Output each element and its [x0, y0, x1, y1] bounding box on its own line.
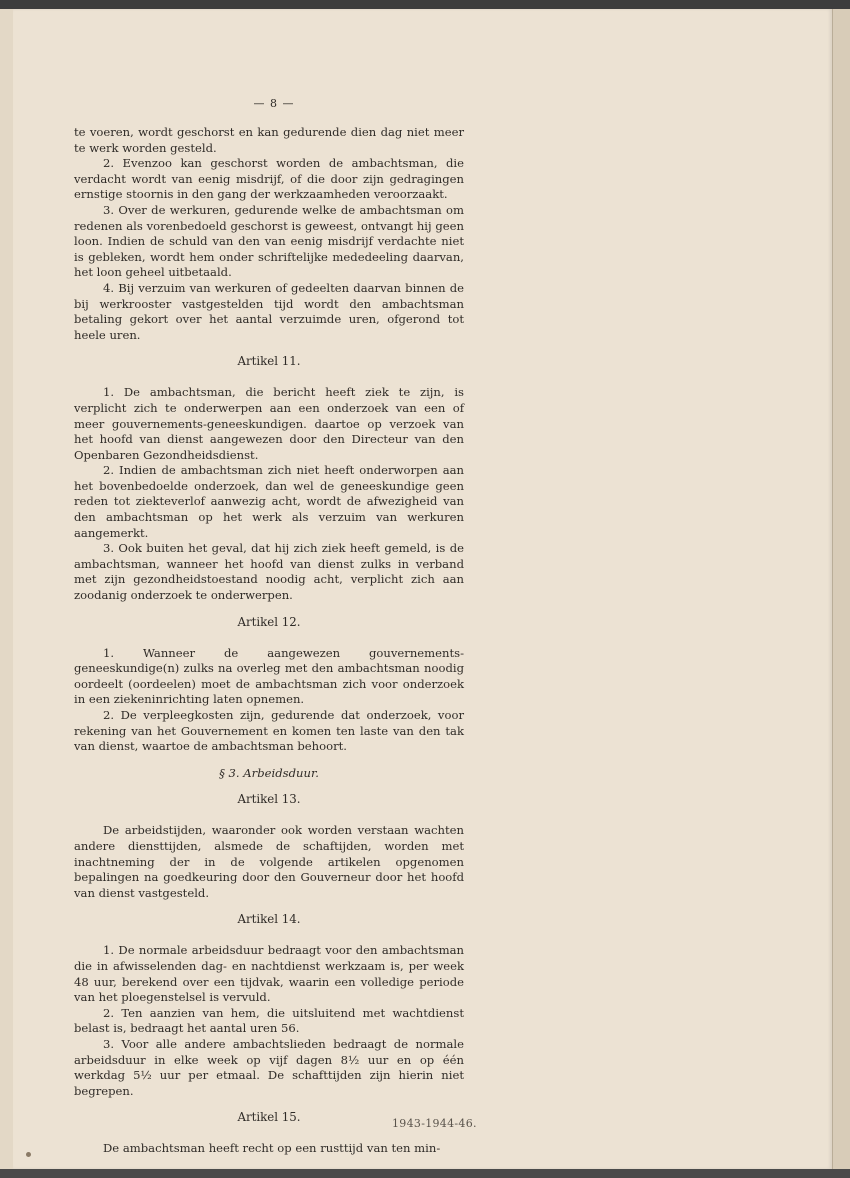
paragraph-continuation: te voeren, wordt geschorst en kan gedurende dien dag niet meer te werk worden gesteld. — [74, 125, 464, 155]
page-number: — 8 — — [253, 97, 295, 110]
paragraph: 3. Voor alle andere ambachtslieden bedraagt de normale arbeidsduur in elke week op vijf dagen 8½ uur en op één werkdag 5½ uur per etmaal. De schafttijden zijn hierin niet begrepen. — [74, 1036, 464, 1098]
paragraph: 1. Wanneer de aangewezen gouvernements-geneeskundige(n) zulks na overleg met den ambachtsman noodig oordeelt (oordeelen) moet de ambachtsman zich voor onderzoek in een ziekeninrichting laten opnemen. — [74, 645, 464, 707]
article-15-heading: Artikel 15. — [237, 1110, 301, 1125]
section-3-heading: § 3. Arbeidsduur. — [219, 765, 319, 780]
paragraph: 3. Over de werkuren, gedurende welke de ambachtsman om redenen als vorenbedoeld geschorst is geweest, ontvangt hij geen loon. Indien de schuld van den van eenig misdrijf verdachte niet is gebleken, wordt hem onder schriftelijke mededeeling daarvan, het loon geheel uitbetaald. — [74, 202, 464, 280]
paragraph: 1. De ambachtsman, die bericht heeft ziek te zijn, is verplicht zich te onderwerpen aan een onderzoek van een of meer gouvernements-geneeskundigen. daartoe op verzoek van het hoofd van dienst aangewezen door den Directeur van den Openbaren Gezondheidsdienst. — [74, 385, 464, 462]
page-edge — [832, 9, 850, 1169]
paragraph: 4. Bij verzuim van werkuren of gedeelten daarvan binnen de bij werkrooster vastgestelden tijd wordt den ambachtsman betaling gekort over het aantal verzuimde uren, ofgerond tot heele uren. — [74, 280, 464, 342]
top-border — [0, 0, 850, 9]
paragraph: De ambachtsman heeft recht op een rusttijd van ten min- — [103, 1141, 441, 1156]
ink-spot — [26, 1152, 31, 1157]
paragraph: De arbeidstijden, waaronder ook worden verstaan wachten andere diensttijden, alsmede de schaftijden, worden met inachtneming der in de volgende artikelen opgenomen bepalingen na goedkeuring door den Gouverneur door het hoofd van dienst vastgesteld. — [74, 823, 464, 900]
paragraph: 2. De verpleegkosten zijn, gedurende dat onderzoek, voor rekening van het Gouvernement en komen ten laste van den tak van dienst, waartoe de ambachtsman behoort. — [74, 708, 464, 754]
left-margin-shade — [0, 9, 13, 1169]
paragraph: 2. Ten aanzien van hem, die uitsluitend met wachtdienst belast is, bedraagt het aantal uren 56. — [74, 1005, 464, 1036]
paragraph: 3. Ook buiten het geval, dat hij zich ziek heeft gemeld, is de ambachtsman, wanneer het hoofd van dienst zulks in verband met zijn gezondheidstoestand noodig acht, verplicht zich aan zoodanig onderzoek te onderwerpen. — [74, 541, 464, 603]
page-content — [74, 96, 464, 1157]
article-12-heading: Artikel 12. — [237, 614, 301, 629]
article-14-heading: Artikel 14. — [237, 912, 301, 927]
paragraph: 2. Indien de ambachtsman zich niet heeft onderworpen aan het bovenbedoelde onderzoek, dan wel de geneeskundige geen reden tot ziekteverlof aanwezig acht, wordt de afwezigheid van den ambachtsman op het werk als verzuim van werkuren aangemerkt. — [74, 463, 464, 540]
article-13-heading: Artikel 13. — [237, 792, 301, 807]
article-11-heading: Artikel 11. — [237, 354, 301, 369]
bottom-border — [0, 1169, 850, 1178]
print-code: 1943-1944-46. — [392, 1117, 477, 1130]
paragraph: 2. Evenzoo kan geschorst worden de ambachtsman, die verdacht wordt van eenig misdrijf, of die door zijn gedragingen ernstige stoornis in den gang der werkzaamheden veroorzaakt. — [74, 156, 464, 202]
paragraph: 1. De normale arbeidsduur bedraagt voor den ambachtsman die in afwisselenden dag- en nachtdienst werkzaam is, per week 48 uur, berekend over een tijdvak, waarin een volledige periode van het ploegenstelsel is vervuld. — [74, 943, 464, 1005]
